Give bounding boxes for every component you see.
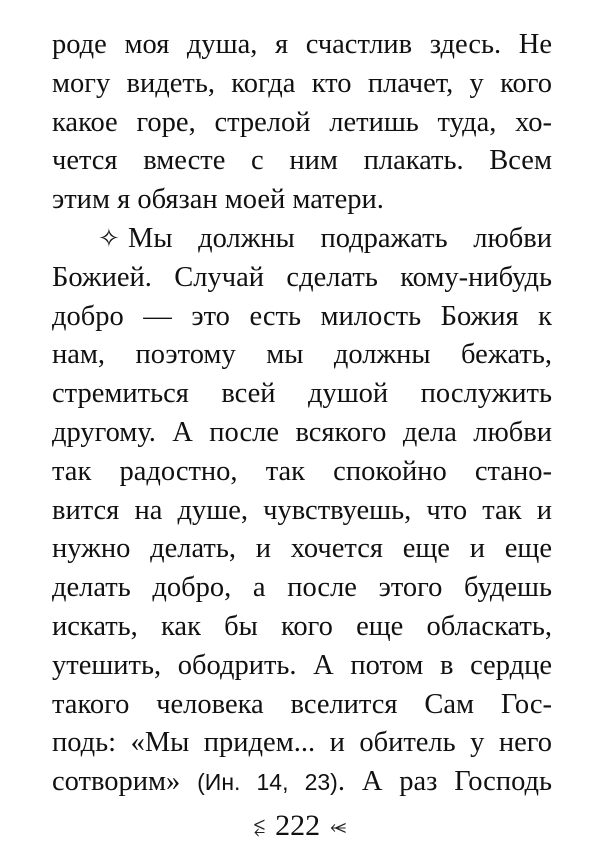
text-line: такого человека вселится Сам Гос-: [52, 688, 552, 720]
paragraph-marker-icon: ✧: [98, 223, 120, 253]
text-line: так радостно, так спокойно стано-: [52, 455, 552, 487]
text-line: вится на душе, чувствуешь, что так и: [52, 494, 552, 526]
scripture-citation: (Ин. 14, 23): [197, 769, 338, 796]
paragraph-start-line: [52, 220, 552, 259]
text-line-with-citation: [52, 763, 552, 802]
body-text: [52, 26, 552, 802]
text-line: подь: «Мы придем... и обитель у него: [52, 727, 552, 759]
text-line: роде моя душа, я счастлив здесь. Не: [52, 29, 552, 60]
text-line: Мы должны подражать любви: [128, 222, 552, 254]
ornament-right-icon: ⥷: [330, 814, 347, 838]
text-line: этим я обязан моей матери.: [52, 184, 384, 216]
page-footer: [0, 806, 600, 846]
text-line: нам, поэтому мы должны бежать,: [52, 339, 552, 371]
text-line: добро — это есть милость Божия к: [52, 300, 552, 332]
text-line: чется вместе с ним плакать. Всем: [52, 145, 552, 177]
text-line: делать добро, а после этого будешь: [52, 572, 552, 604]
text-line: другому. А после всякого дела любви: [52, 416, 552, 448]
text-line: Божией. Случай сделать кому-нибудь: [52, 261, 552, 293]
ornament-left-icon: ⥶: [253, 814, 266, 838]
text-line: стремиться всей душой послужить: [52, 378, 552, 410]
text-fragment: сотворим»: [52, 766, 198, 798]
text-fragment: . А раз Господь: [337, 766, 552, 798]
text-line: утешить, ободрить. А потом в сердце: [52, 649, 552, 681]
text-line: искать, как бы кого еще обласкать,: [52, 610, 552, 642]
text-line: нужно делать, и хочется еще и еще: [52, 533, 552, 565]
text-line: могу видеть, когда кто плачет, у кого: [52, 67, 552, 99]
text-line: какое горе, стрелой летишь туда, хо-: [52, 106, 552, 138]
page-number: 222: [275, 809, 321, 842]
